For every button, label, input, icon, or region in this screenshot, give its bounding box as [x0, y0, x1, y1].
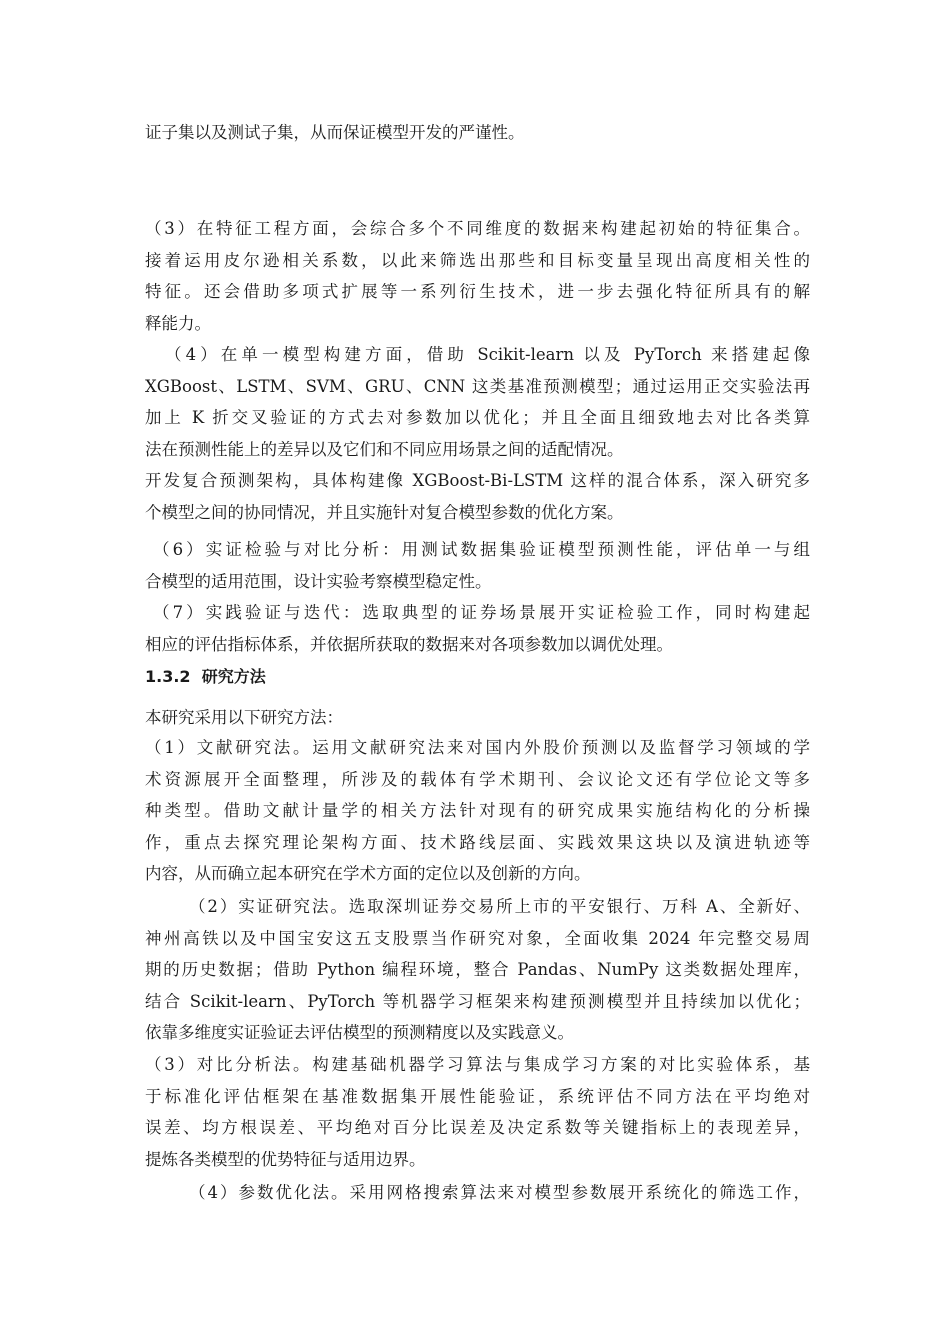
text-line: 接着运用皮尔逊相关系数，以此来筛选出那些和目标变量呈现出高度相关性的 [145, 250, 810, 270]
paragraph-p7 [145, 891, 810, 1049]
text-line: （3）在特征工程方面，会综合多个不同维度的数据来构建起初始的特征集合。 [145, 219, 810, 238]
text-line: 神州高铁以及中国宝安这五支股票当作研究对象，全面收集 2024 年完整交易周 [145, 928, 810, 948]
text-line: （2）实证研究法。选取深圳证券交易所上市的平安银行、万科 A、全新好、 [189, 897, 810, 916]
text-line: 作，重点去探究理论架构方面、技术路线层面、实践效果这块以及演进轨迹等 [145, 832, 810, 852]
text-line: 于标准化评估框架在基准数据集开展性能验证，系统评估不同方法在平均绝对 [145, 1086, 810, 1106]
text-line: （3）对比分析法。构建基础机器学习算法与集成学习方案的对比实验体系，基 [145, 1055, 810, 1074]
text-line: 合模型的适用范围，设计实验考察模型稳定性。 [145, 571, 492, 591]
paragraph-p8 [145, 1049, 810, 1175]
paragraph-p0 [145, 117, 810, 149]
text-line: （6）实证检验与对比分析：用测试数据集验证模型预测性能，评估单一与组 [153, 540, 810, 559]
text-line: （4）参数优化法。采用网格搜索算法来对模型参数展开系统化的筛选工作， [189, 1183, 810, 1202]
text-line: 误差、均方根误差、平均绝对百分比误差及决定系数等关键指标上的表现差异， [145, 1118, 810, 1138]
text-line: 结合 Scikit-learn、PyTorch 等机器学习框架来构建预测模型并且持续加以优化； [145, 991, 810, 1011]
text-line: XGBoost、LSTM、SVM、GRU、CNN 这类基准预测模型；通过运用正交实验法再 [145, 376, 810, 396]
paragraph-p1 [145, 213, 810, 339]
text-line: （7）实践验证与迭代：选取典型的证券场景展开实证检验工作，同时构建起 [153, 603, 810, 622]
text-line: 术资源展开全面整理，所涉及的载体有学术期刊、会议论文还有学位论文等多 [145, 769, 810, 789]
paragraph-p9 [145, 1177, 810, 1209]
text-line: 释能力。 [145, 313, 211, 333]
paragraph-p3 [145, 534, 810, 597]
text-line: 种类型。借助文献计量学的相关方法针对现有的研究成果实施结构化的分析操 [145, 801, 810, 821]
text-line: 法在预测性能上的差异以及它们和不同应用场景之间的适配情况。 [145, 439, 624, 459]
text-line: 相应的评估指标体系，并依据所获取的数据来对各项参数加以调优处理。 [145, 634, 673, 654]
text-line: 开发复合预测架构，具体构建像 XGBoost-Bi-LSTM 这样的混合体系，深入研究多 [145, 471, 810, 491]
section-heading [145, 661, 810, 693]
text-line: （4）在单一模型构建方面，借助 Scikit-learn 以及 PyTorch 来搭建起像 [165, 345, 810, 364]
paragraph-p2 [145, 339, 810, 529]
text-line: 加上 K 折交叉验证的方式去对参数加以优化；并且全面且细致地去对比各类算 [145, 408, 810, 428]
text-line: 特征。还会借助多项式扩展等一系列衍生技术，进一步去强化特征所具有的解 [145, 282, 810, 302]
text-line: 个模型之间的协同情况，并且实施针对复合模型参数的优化方案。 [145, 502, 624, 522]
section-title: 研究方法 [201, 667, 266, 686]
text-line: 提炼各类模型的优势特征与适用边界。 [145, 1149, 426, 1169]
paragraph-p4 [145, 597, 810, 660]
section-number: 1.3.2 [145, 667, 191, 686]
text-line: 期的历史数据；借助 Python 编程环境，整合 Pandas、NumPy 这类数据处理库， [145, 960, 810, 980]
text-line: 依靠多维度实证验证去评估模型的预测精度以及实践意义。 [145, 1023, 574, 1043]
text-line: 证子集以及测试子集，从而保证模型开发的严谨性。 [145, 123, 525, 142]
text-line: （1）文献研究法。运用文献研究法来对国内外股价预测以及监督学习领域的学 [145, 738, 810, 757]
text-line: 本研究采用以下研究方法： [145, 708, 343, 727]
paragraph-p6 [145, 732, 810, 890]
paragraph-p5 [145, 702, 810, 734]
text-line: 内容，从而确立起本研究在学术方面的定位以及创新的方向。 [145, 864, 591, 884]
